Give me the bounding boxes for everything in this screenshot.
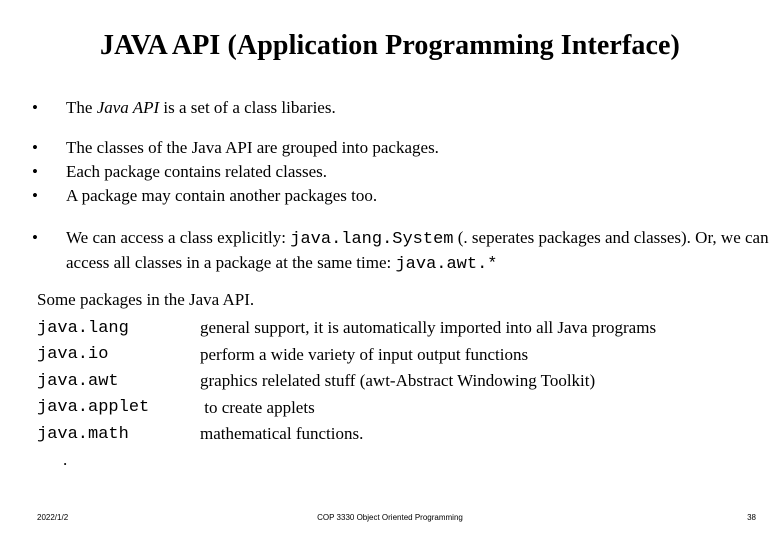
- package-name: java.math: [37, 424, 129, 444]
- bullet-dot: •: [32, 98, 38, 117]
- bullet-text: The Java API is a set of a class libaries.: [66, 98, 336, 117]
- bullet-text: We can access a class explicitly: java.lang.System (. seperates packages and classes). Or, we can access all classes in a package at the same time: java.awt.*: [66, 228, 769, 274]
- bullet-item: [30, 184, 770, 208]
- bullet-dot: •: [32, 186, 38, 205]
- bullet-item: [30, 136, 770, 160]
- bullet-dot: •: [32, 162, 38, 181]
- package-name: java.applet: [37, 398, 150, 418]
- bullet-text: A package may contain another packages too.: [66, 186, 378, 205]
- package-desc: general support, it is automatically imported into all Java programs: [200, 318, 657, 338]
- trailing-dot: .: [63, 450, 68, 469]
- java-api-term: Java API: [96, 98, 160, 117]
- package-row: [37, 421, 767, 448]
- bullet-item: [30, 96, 770, 120]
- bullet-item: [30, 160, 770, 184]
- package-desc: graphics relelated stuff (awt-Abstract Windowing Toolkit): [200, 371, 596, 391]
- package-desc: perform a wide variety of input output functions: [200, 344, 529, 364]
- package-row: [37, 315, 767, 342]
- package-table: [37, 315, 767, 448]
- footer-course: COP 3330 Object Oriented Programming: [317, 513, 463, 522]
- code-java-awt-star: java.awt.*: [395, 255, 498, 274]
- packages-intro: Some packages in the Java API.: [37, 290, 255, 309]
- package-desc: to create applets: [200, 397, 315, 417]
- bullet-list-1: [30, 96, 770, 120]
- bullet-list-2: [30, 136, 770, 208]
- slide-title: JAVA API (Application Programming Interface): [100, 30, 680, 61]
- footer-date: 2022/1/2: [37, 513, 69, 522]
- bullet-dot: •: [32, 138, 38, 157]
- package-row: [37, 395, 767, 422]
- package-row: [37, 342, 767, 369]
- package-desc: mathematical functions.: [200, 424, 364, 444]
- bullet-text: Each package contains related classes.: [66, 162, 328, 181]
- bullet-item: [30, 226, 770, 276]
- footer-page-number: 38: [747, 513, 756, 522]
- bullet-list-3: [30, 226, 770, 276]
- code-java-lang-system: java.lang.System: [290, 230, 454, 249]
- bullet-text: The classes of the Java API are grouped into packages.: [66, 138, 439, 157]
- package-name: java.io: [37, 345, 109, 365]
- package-row: [37, 368, 767, 395]
- bullet-dot: •: [32, 228, 38, 247]
- package-name: java.awt: [37, 371, 119, 391]
- package-name: java.lang: [37, 318, 129, 338]
